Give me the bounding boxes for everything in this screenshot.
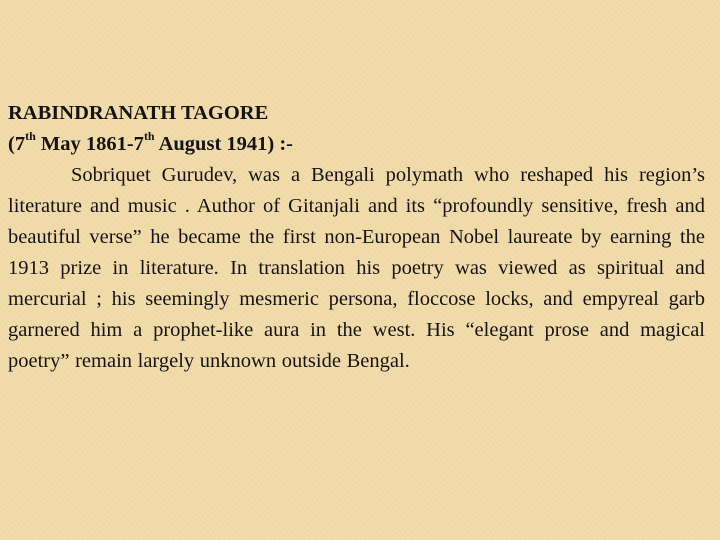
heading-name: RABINDRANATH TAGORE xyxy=(8,102,269,124)
dates-close: August 1941) :- xyxy=(154,133,293,155)
dates-superscript-birth: th xyxy=(25,129,36,144)
text-block xyxy=(8,98,705,377)
heading-dates xyxy=(8,129,705,160)
biography-paragraph: Sobriquet Gurudev, was a Bengali polymath who reshaped his region’s literature and music . Author of Gitanjali and its “profoundly sensitive, fresh and beautiful verse” he became the first non-European Nobel laureate by earning the 1913 prize in literature. In translation his poetry was viewed as spiritual and mercurial ; his seemingly mesmeric persona, floccose locks, and empyreal garb garnered him a prophet-like aura in the west. His “elegant prose and magical poetry” remain largely unknown outside Bengal. xyxy=(8,164,705,372)
dates-superscript-death: th xyxy=(143,129,155,144)
dates-open: (7 xyxy=(8,133,26,155)
dates-middle: May 1861-7 xyxy=(35,133,144,155)
